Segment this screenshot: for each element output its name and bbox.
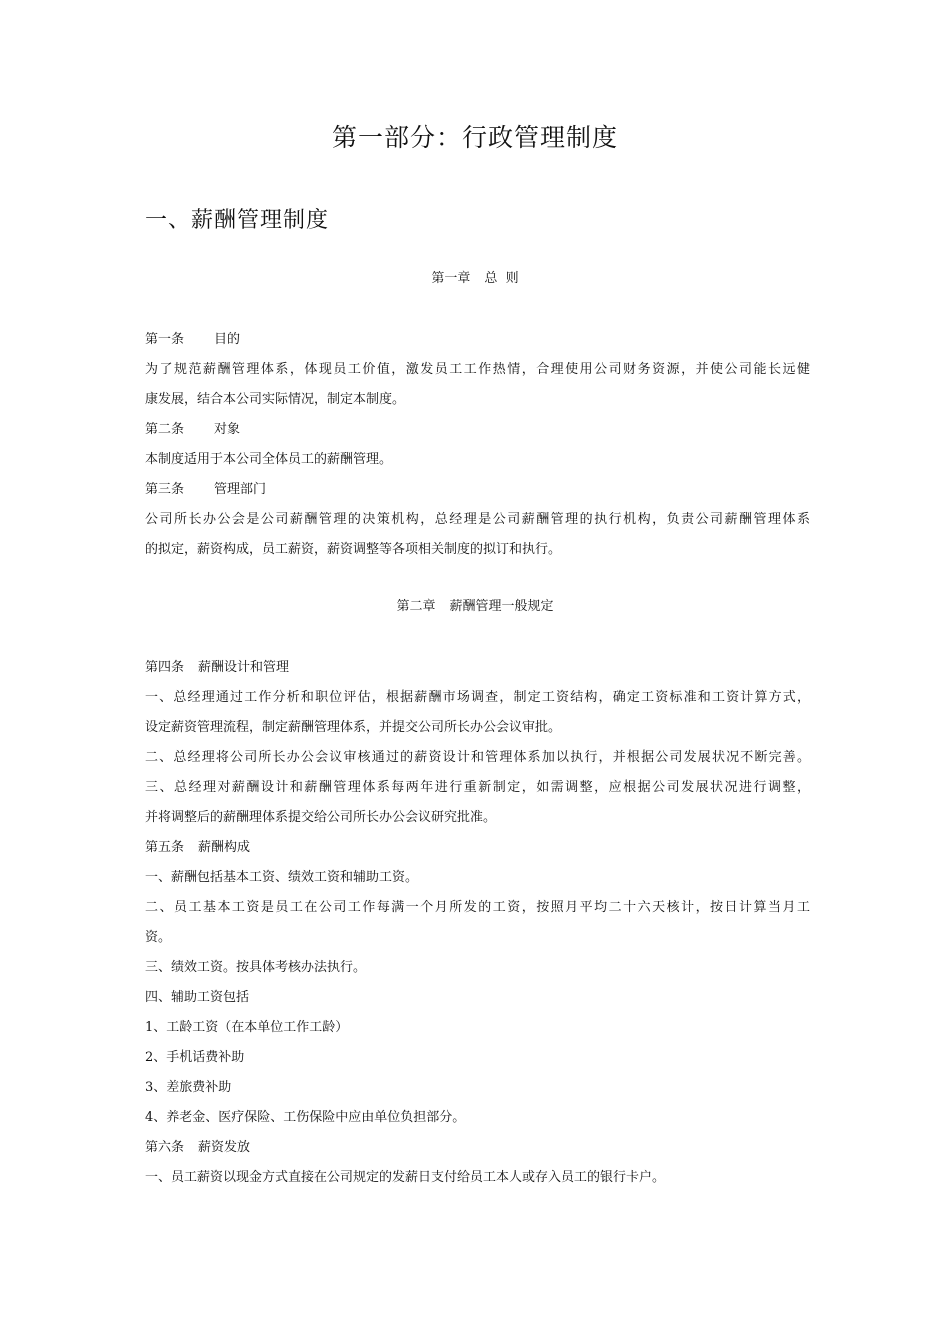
paragraph-line: 设定薪资管理流程，制定薪酬管理体系，并提交公司所长办公会议审批。 (145, 720, 562, 735)
article-heading (145, 653, 810, 683)
section-title: 一、薪酬管理制度 (145, 208, 330, 233)
article-name: 目的 (214, 332, 241, 347)
article-heading (145, 833, 810, 863)
article-number: 第六条 (145, 1140, 185, 1155)
chapter-number: 第二章 (396, 599, 436, 614)
article-number: 第五条 (145, 840, 185, 855)
article-name: 薪资发放 (198, 1140, 251, 1155)
paragraph-line: 2、手机话费补助 (145, 1050, 245, 1065)
paragraph-line: 一、总经理通过工作分析和职位评估，根据薪酬市场调查，制定工资结构，确定工资标准和工资计算方式， (145, 690, 810, 705)
paragraph-line: 资。 (145, 930, 172, 945)
article-name: 对象 (214, 422, 241, 437)
paragraph-line: 三、绩效工资。按具体考核办法执行。 (145, 960, 367, 975)
chapter-2-body (145, 653, 810, 1193)
paragraph-line: 1、工龄工资（在本单位工作工龄） (145, 1020, 349, 1035)
article-heading (145, 415, 810, 445)
paragraph-line: 并将调整后的薪酬理体系提交给公司所长办公会议研究批准。 (145, 810, 497, 825)
chapter-2-heading (0, 597, 950, 617)
article-name: 薪酬构成 (198, 840, 251, 855)
paragraph-line: 公司所长办公会是公司薪酬管理的决策机构，总经理是公司薪酬管理的执行机构，负责公司薪酬管理体系 (145, 512, 810, 527)
paragraph-line: 3、差旅费补助 (145, 1080, 232, 1095)
article-name: 薪酬设计和管理 (198, 660, 290, 675)
chapter-name: 薪酬管理一般规定 (449, 599, 554, 614)
paragraph-line: 的拟定，薪资构成，员工薪资，薪资调整等各项相关制度的拟订和执行。 (145, 542, 562, 557)
paragraph-line: 一、薪酬包括基本工资、绩效工资和辅助工资。 (145, 870, 419, 885)
article-number: 第四条 (145, 660, 185, 675)
article-number: 第三条 (145, 482, 185, 497)
paragraph-line: 二、员工基本工资是员工在公司工作每满一个月所发的工资，按照月平均二十六天核计，按日计算当月工 (145, 900, 810, 915)
article-heading (145, 475, 810, 505)
chapter-1-heading (0, 269, 950, 289)
paragraph-line: 康发展，结合本公司实际情况，制定本制度。 (145, 392, 406, 407)
chapter-number: 第一章 (431, 271, 471, 286)
article-heading (145, 325, 810, 355)
article-heading (145, 1133, 810, 1163)
chapter-name: 总 则 (484, 271, 519, 286)
paragraph-line: 四、辅助工资包括 (145, 990, 250, 1005)
paragraph-line: 一、员工薪资以现金方式直接在公司规定的发薪日支付给员工本人或存入员工的银行卡户。 (145, 1170, 666, 1185)
chapter-1-body (145, 325, 810, 565)
article-name: 管理部门 (214, 482, 267, 497)
paragraph-line: 三、总经理对薪酬设计和薪酬管理体系每两年进行重新制定，如需调整，应根据公司发展状况进行调整， (145, 780, 810, 795)
paragraph-line: 4、养老金、医疗保险、工伤保险中应由单位负担部分。 (145, 1110, 466, 1125)
part-title: 第一部分：行政管理制度 (331, 123, 618, 152)
paragraph-line: 本制度适用于本公司全体员工的薪酬管理。 (145, 452, 393, 467)
article-number: 第一条 (145, 332, 185, 347)
article-number: 第二条 (145, 422, 185, 437)
paragraph-line: 二、总经理将公司所长办公会议审核通过的薪资设计和管理体系加以执行，并根据公司发展状况不断完善。 (145, 750, 810, 765)
paragraph-line: 为了规范薪酬管理体系，体现员工价值，激发员工工作热情，合理使用公司财务资源，并使公司能长远健 (145, 362, 810, 377)
